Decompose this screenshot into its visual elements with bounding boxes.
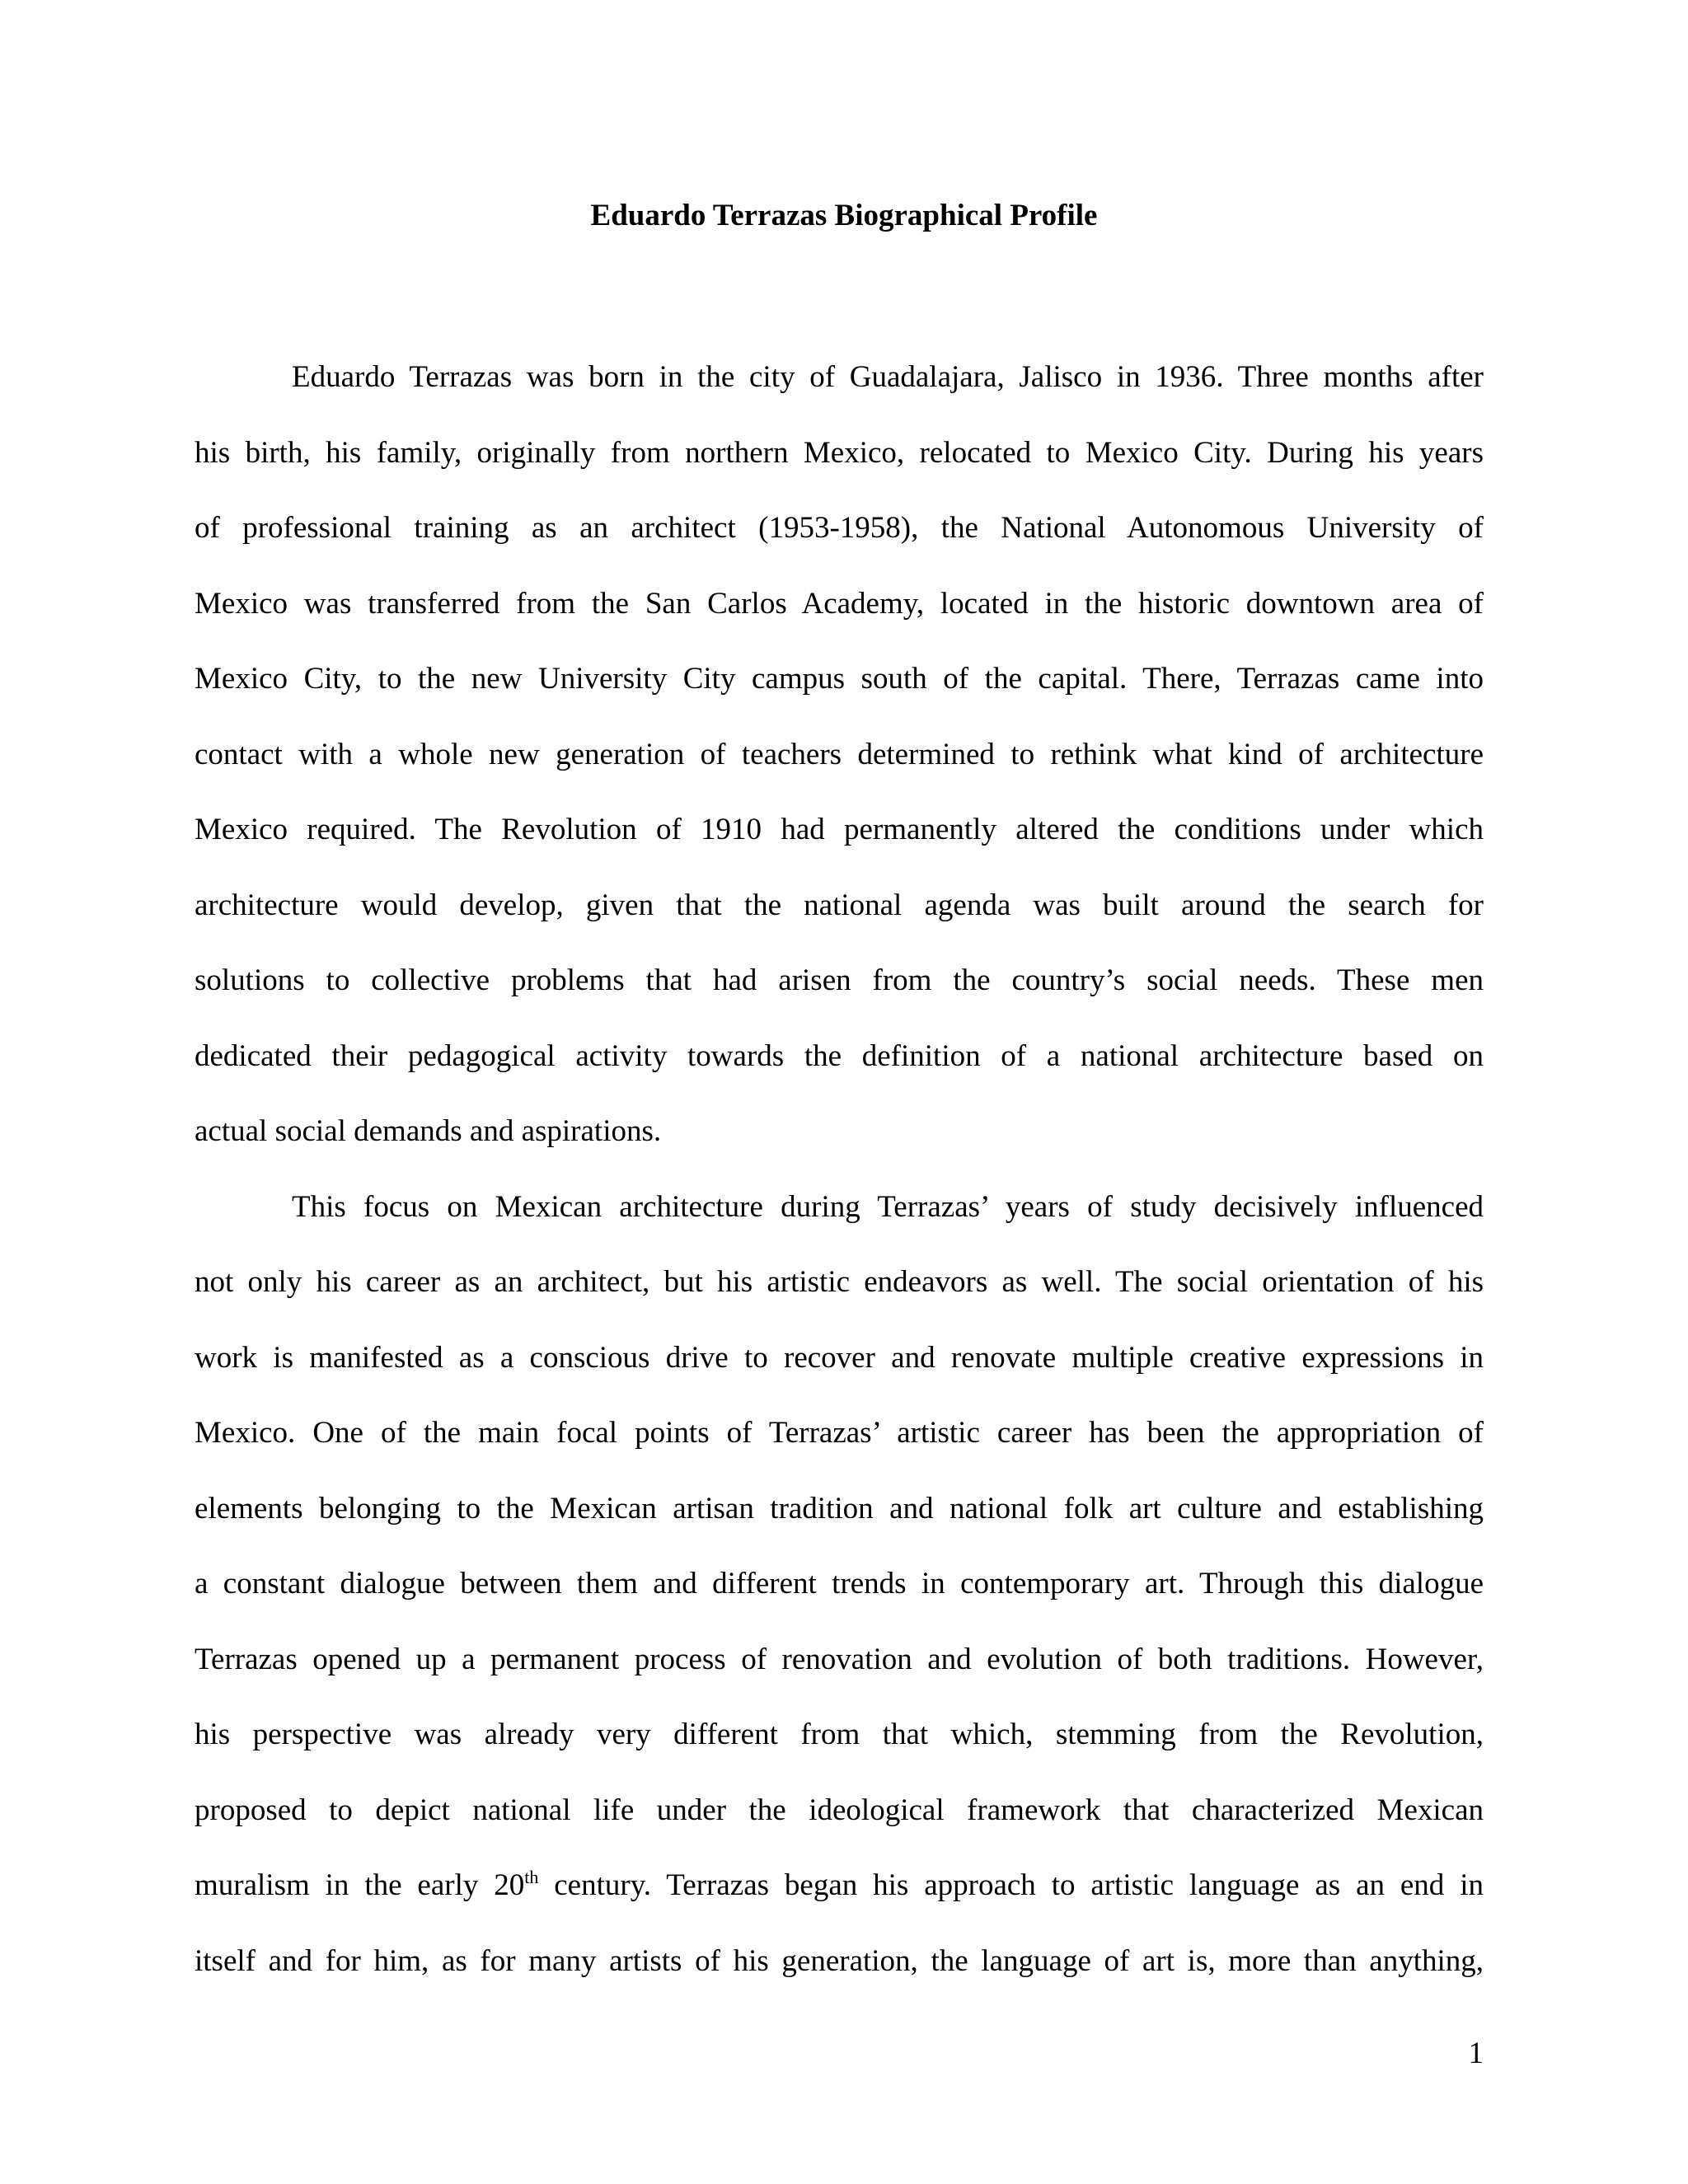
text-line: actual social demands and aspirations. [195,1114,662,1148]
text-line: solutions to collective problems that had arisen from the country’s social needs. These men [195,963,1484,997]
text-line: of professional training as an architect (1953-1958), the National Autonomous University of [195,511,1484,545]
document-body [195,340,1484,1999]
text-segment: muralism in the early 20 [195,1868,525,1902]
paragraph-2 [195,1169,1484,1999]
text-line: Mexico. One of the main focal points of Terrazas’ artistic career has been the appropriation of [195,1416,1484,1450]
text-line: dedicated their pedagogical activity towards the definition of a national architecture based on [195,1038,1484,1073]
text-line-with-superscript [195,1848,1484,1924]
text-line: his birth, his family, originally from northern Mexico, relocated to Mexico City. During his years [195,435,1484,470]
document-title: Eduardo Terrazas Biographical Profile [590,199,1098,232]
text-line: a constant dialogue between them and different trends in contemporary art. Through this dialogue [195,1567,1484,1601]
superscript: th [524,1867,539,1887]
text-line: work is manifested as a conscious drive to recover and renovate multiple creative expressions in [195,1340,1484,1375]
text-line: itself and for him, as for many artists of his generation, the language of art is, more than anything, [195,1943,1484,1978]
text-line: not only his career as an architect, but his artistic endeavors as well. The social orientation of his [195,1265,1484,1299]
text-line: This focus on Mexican architecture during Terrazas’ years of study decisively influenced [292,1189,1484,1224]
text-line: elements belonging to the Mexican artisan tradition and national folk art culture and establishing [195,1491,1484,1526]
text-line: proposed to depict national life under the ideological framework that characterized Mexican [195,1793,1484,1827]
paragraph-1 [195,340,1484,1169]
text-line: Mexico required. The Revolution of 1910 had permanently altered the conditions under which [195,813,1484,846]
text-line: contact with a whole new generation of teachers determined to rethink what kind of architecture [195,737,1484,771]
page-number: 1 [1468,2036,1484,2070]
text-line: his perspective was already very different from that which, stemming from the Revolution, [195,1718,1484,1751]
text-line: Eduardo Terrazas was born in the city of Guadalajara, Jalisco in 1936. Three months after [292,360,1484,394]
text-line: Terrazas opened up a permanent process of renovation and evolution of both traditions. However, [195,1642,1484,1676]
text-line: architecture would develop, given that the national agenda was built around the search for [195,888,1484,922]
text-line: Mexico City, to the new University City campus south of the capital. There, Terrazas came into [195,662,1484,696]
text-segment: century. Terrazas began his approach to artistic language as an end in [538,1868,1484,1902]
text-line: Mexico was transferred from the San Carlos Academy, located in the historic downtown area of [195,586,1484,621]
